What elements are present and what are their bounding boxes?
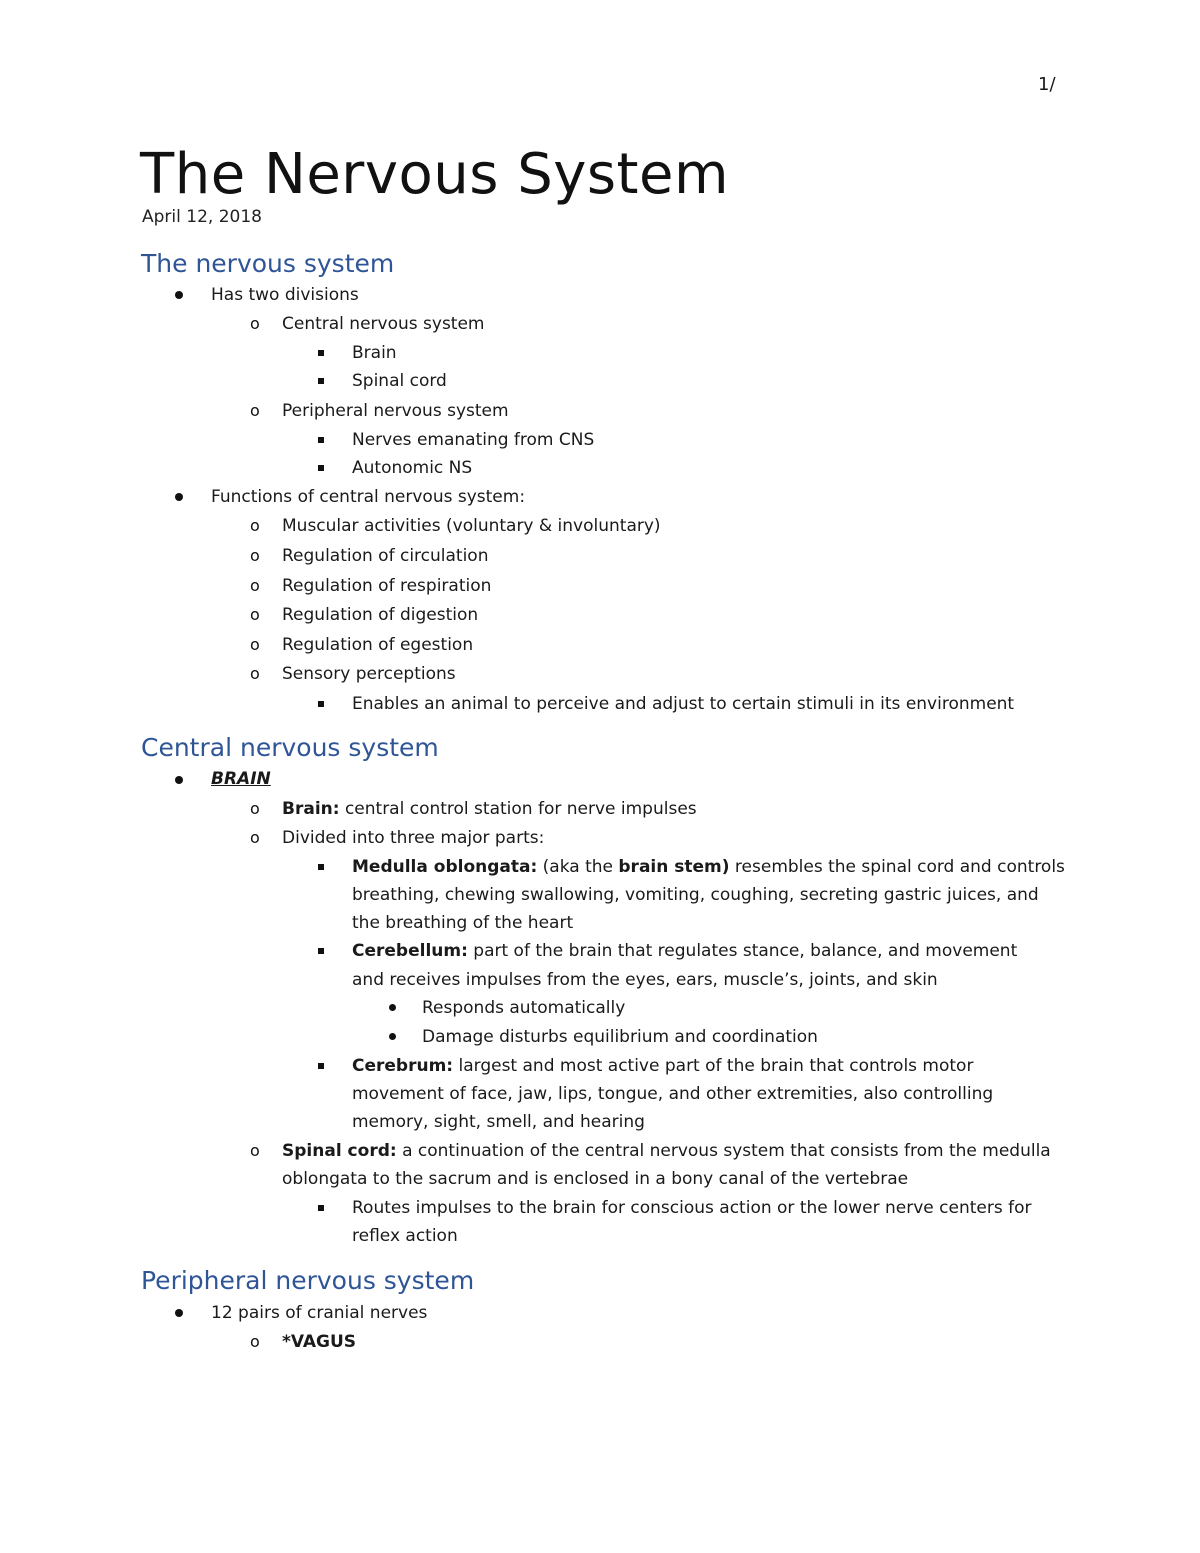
bullet-square-icon [318,465,324,471]
list-item [352,1052,973,1080]
list-item: Regulation of circulation [282,546,489,566]
list-item-continuation: oblongata to the sacrum and is enclosed in a bony canal of the vertebrae [282,1169,909,1189]
list-item: Muscular activities (voluntary & involuntary) [282,516,661,536]
bullet-circle-icon: o [250,516,260,535]
list-item: Regulation of respiration [282,576,492,596]
bullet-square-icon [318,864,324,870]
list-item: Responds automatically [422,998,626,1018]
term: Cerebrum: [352,1056,454,1076]
bullet-circle-icon: o [250,635,260,654]
bullet-circle-icon: o [250,799,260,818]
list-item: Regulation of egestion [282,635,474,655]
bullet-dot-icon [175,776,183,784]
list-item: Has two divisions [211,285,359,305]
list-item: Divided into three major parts: [282,828,545,848]
bullet-circle-icon: o [250,1332,260,1351]
bullet-dot-icon [389,1004,396,1011]
bullet-square-icon [318,378,324,384]
list-item-continuation: reflex action [352,1226,458,1246]
term: brain stem) [618,857,730,877]
definition: a continuation of the central nervous system that consists from the medulla [396,1141,1051,1161]
bullet-circle-icon: o [250,828,260,847]
section-heading-nervous-system: The nervous system [141,249,395,278]
bullet-dot-icon [175,291,183,299]
term: Cerebellum: [352,941,468,961]
bullet-square-icon [318,701,324,707]
bullet-circle-icon: o [250,546,260,565]
list-item: Spinal cord [352,371,447,391]
term: *VAGUS [282,1332,357,1352]
list-item-continuation: memory, sight, smell, and hearing [352,1112,645,1132]
document-title: The Nervous System [140,142,730,207]
bullet-square-icon [318,437,324,443]
list-item: Autonomic NS [352,458,473,478]
page-number: 1/ [1038,74,1056,95]
list-item: Functions of central nervous system: [211,487,526,507]
list-item: Regulation of digestion [282,605,479,625]
bullet-circle-icon: o [250,1141,260,1160]
list-item-continuation: movement of face, jaw, lips, tongue, and other extremities, also controlling [352,1084,994,1104]
list-item [282,1328,356,1356]
list-item: Damage disturbs equilibrium and coordination [422,1027,818,1047]
definition: part of the brain that regulates stance, balance, and movement [467,941,1018,961]
list-item [282,795,697,823]
bullet-circle-icon: o [250,314,260,333]
bullet-dot-icon [389,1033,396,1040]
list-item [352,853,1065,881]
definition: (aka the [537,857,619,877]
bullet-circle-icon: o [250,605,260,624]
bullet-square-icon [318,1063,324,1069]
definition: central control station for nerve impulses [339,799,697,819]
term: Brain: [282,799,340,819]
bullet-square-icon [318,948,324,954]
bullet-square-icon [318,1205,324,1211]
list-item: Nerves emanating from CNS [352,430,595,450]
term: Spinal cord: [282,1141,397,1161]
section-heading-central-nervous-system: Central nervous system [141,733,439,762]
list-item: Routes impulses to the brain for conscious action or the lower nerve centers for [352,1198,1032,1218]
section-heading-peripheral-nervous-system: Peripheral nervous system [141,1266,475,1295]
definition: largest and most active part of the brain that controls motor [453,1056,974,1076]
bullet-dot-icon [175,1309,183,1317]
document-date: April 12, 2018 [142,207,262,227]
list-item: 12 pairs of cranial nerves [211,1303,428,1323]
list-item [352,937,1017,965]
bullet-square-icon [318,350,324,356]
term: Medulla oblongata: [352,857,538,877]
bullet-circle-icon: o [250,664,260,683]
bullet-circle-icon: o [250,401,260,420]
list-item: Sensory perceptions [282,664,456,684]
list-item-continuation: breathing, chewing swallowing, vomiting, coughing, secreting gastric juices, and [352,885,1039,905]
list-item: Peripheral nervous system [282,401,509,421]
list-item [282,1137,1051,1165]
definition: resembles the spinal cord and controls [729,857,1065,877]
bullet-circle-icon: o [250,576,260,595]
list-item-continuation: and receives impulses from the eyes, ears, muscle’s, joints, and skin [352,970,938,990]
list-item: Brain [352,343,397,363]
list-item-brain: BRAIN [211,769,271,789]
list-item: Enables an animal to perceive and adjust to certain stimuli in its environment [352,694,1015,714]
bullet-dot-icon [175,493,183,501]
list-item-continuation: the breathing of the heart [352,913,574,933]
list-item: Central nervous system [282,314,485,334]
